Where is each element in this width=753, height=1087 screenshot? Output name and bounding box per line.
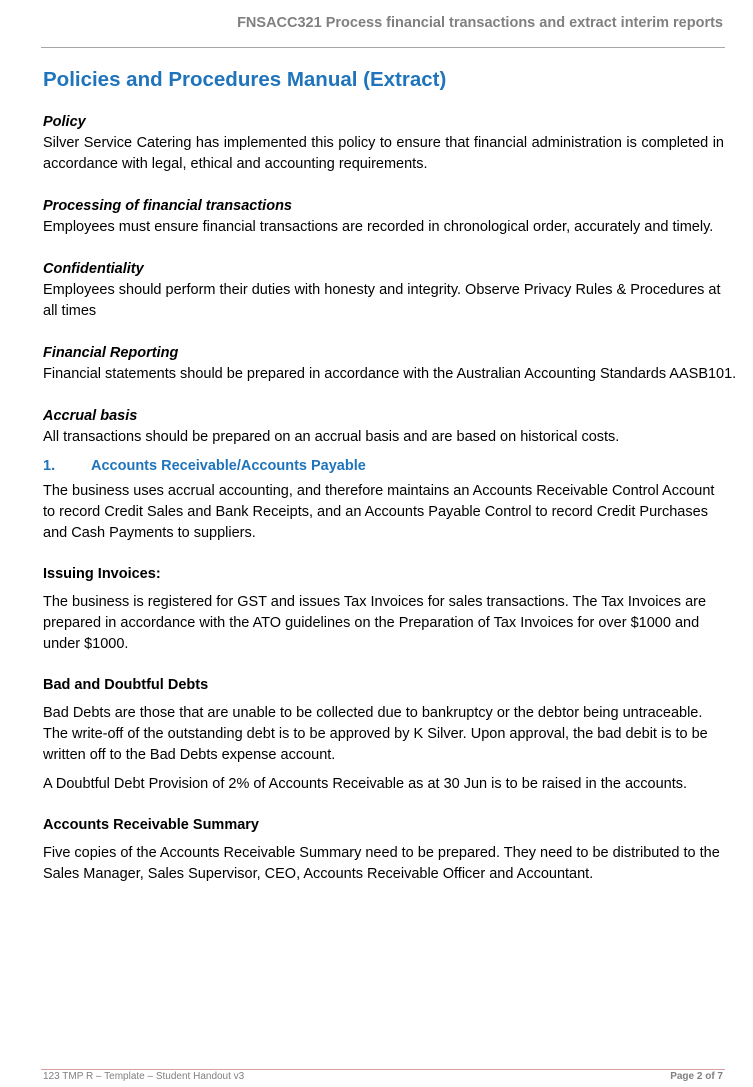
footer-divider — [41, 1069, 725, 1070]
document-header: FNSACC321 Process financial transactions and extract interim reports — [237, 15, 723, 31]
policy-text: Silver Service Catering has implemented this policy to ensure that financial administration is completed in accordance with legal, ethical and accounting requirements. — [43, 135, 724, 172]
issuing-invoices-heading: Issuing Invoices: — [43, 566, 161, 582]
policy-section-accrual — [43, 406, 724, 448]
page-title: Policies and Procedures Manual (Extract) — [43, 68, 447, 91]
bad-debts-heading: Bad and Doubtful Debts — [43, 677, 209, 693]
footer-template-label: 123 TMP R – Template – Student Handout v3 — [43, 1071, 245, 1082]
issuing-invoices-text: The business is registered for GST and issues Tax Invoices for sales transactions. The Tax Invoices are prepared in accordance with the ATO guidelines on the Preparation of Tax Invoices for over $1000 and under $1000. — [43, 594, 707, 652]
section-intro: The business uses accrual accounting, and therefore maintains an Accounts Receivable Control Account to record Credit Sales and Bank Receipts, and an Accounts Payable Control to record Credit Purchases and Cash Payments to suppliers. — [43, 483, 715, 541]
policy-heading: Policy — [43, 114, 86, 130]
policy-text: Employees should perform their duties with honesty and integrity. Observe Privacy Rules & Procedures at all times — [43, 282, 721, 319]
policy-heading: Accrual basis — [43, 408, 138, 424]
header-divider — [41, 47, 725, 48]
ar-summary-text: Five copies of the Accounts Receivable Summary need to be prepared. They need to be distributed to the Sales Manager, Sales Supervisor, CEO, Accounts Receivable Officer and Accountant. — [43, 845, 720, 882]
policy-heading: Confidentiality — [43, 261, 144, 277]
doubtful-debt-text: A Doubtful Debt Provision of 2% of Accounts Receivable as at 30 Jun is to be raised in the accounts. — [43, 776, 688, 792]
section-title: Accounts Receivable/Accounts Payable — [91, 458, 366, 474]
bad-debts-text: Bad Debts are those that are unable to be collected due to bankruptcy or the debtor being untraceable. The write-off of the outstanding debt is to be approved by K Silver. Upon approval, the bad debit is to be written off to the Bad Debts expense account. — [43, 705, 708, 763]
policy-text: Financial statements should be prepared in accordance with the Australian Accounting Standards AASB101. — [43, 366, 737, 382]
policy-heading: Financial Reporting — [43, 345, 179, 361]
section-number: 1. — [43, 458, 56, 474]
page-number: Page 2 of 7 — [670, 1071, 723, 1082]
section-heading-ar-ap — [43, 456, 724, 477]
policy-section-financial-reporting — [43, 343, 737, 385]
policy-heading: Processing of financial transactions — [43, 198, 292, 214]
policy-section-confidentiality — [43, 259, 724, 322]
ar-summary-heading: Accounts Receivable Summary — [43, 817, 259, 833]
policy-section-processing — [43, 196, 724, 238]
policy-section-policy — [43, 112, 724, 175]
policy-text: All transactions should be prepared on an accrual basis and are based on historical costs. — [43, 429, 620, 445]
policy-text: Employees must ensure financial transactions are recorded in chronological order, accurately and timely. — [43, 219, 714, 235]
document-body — [43, 66, 737, 893]
